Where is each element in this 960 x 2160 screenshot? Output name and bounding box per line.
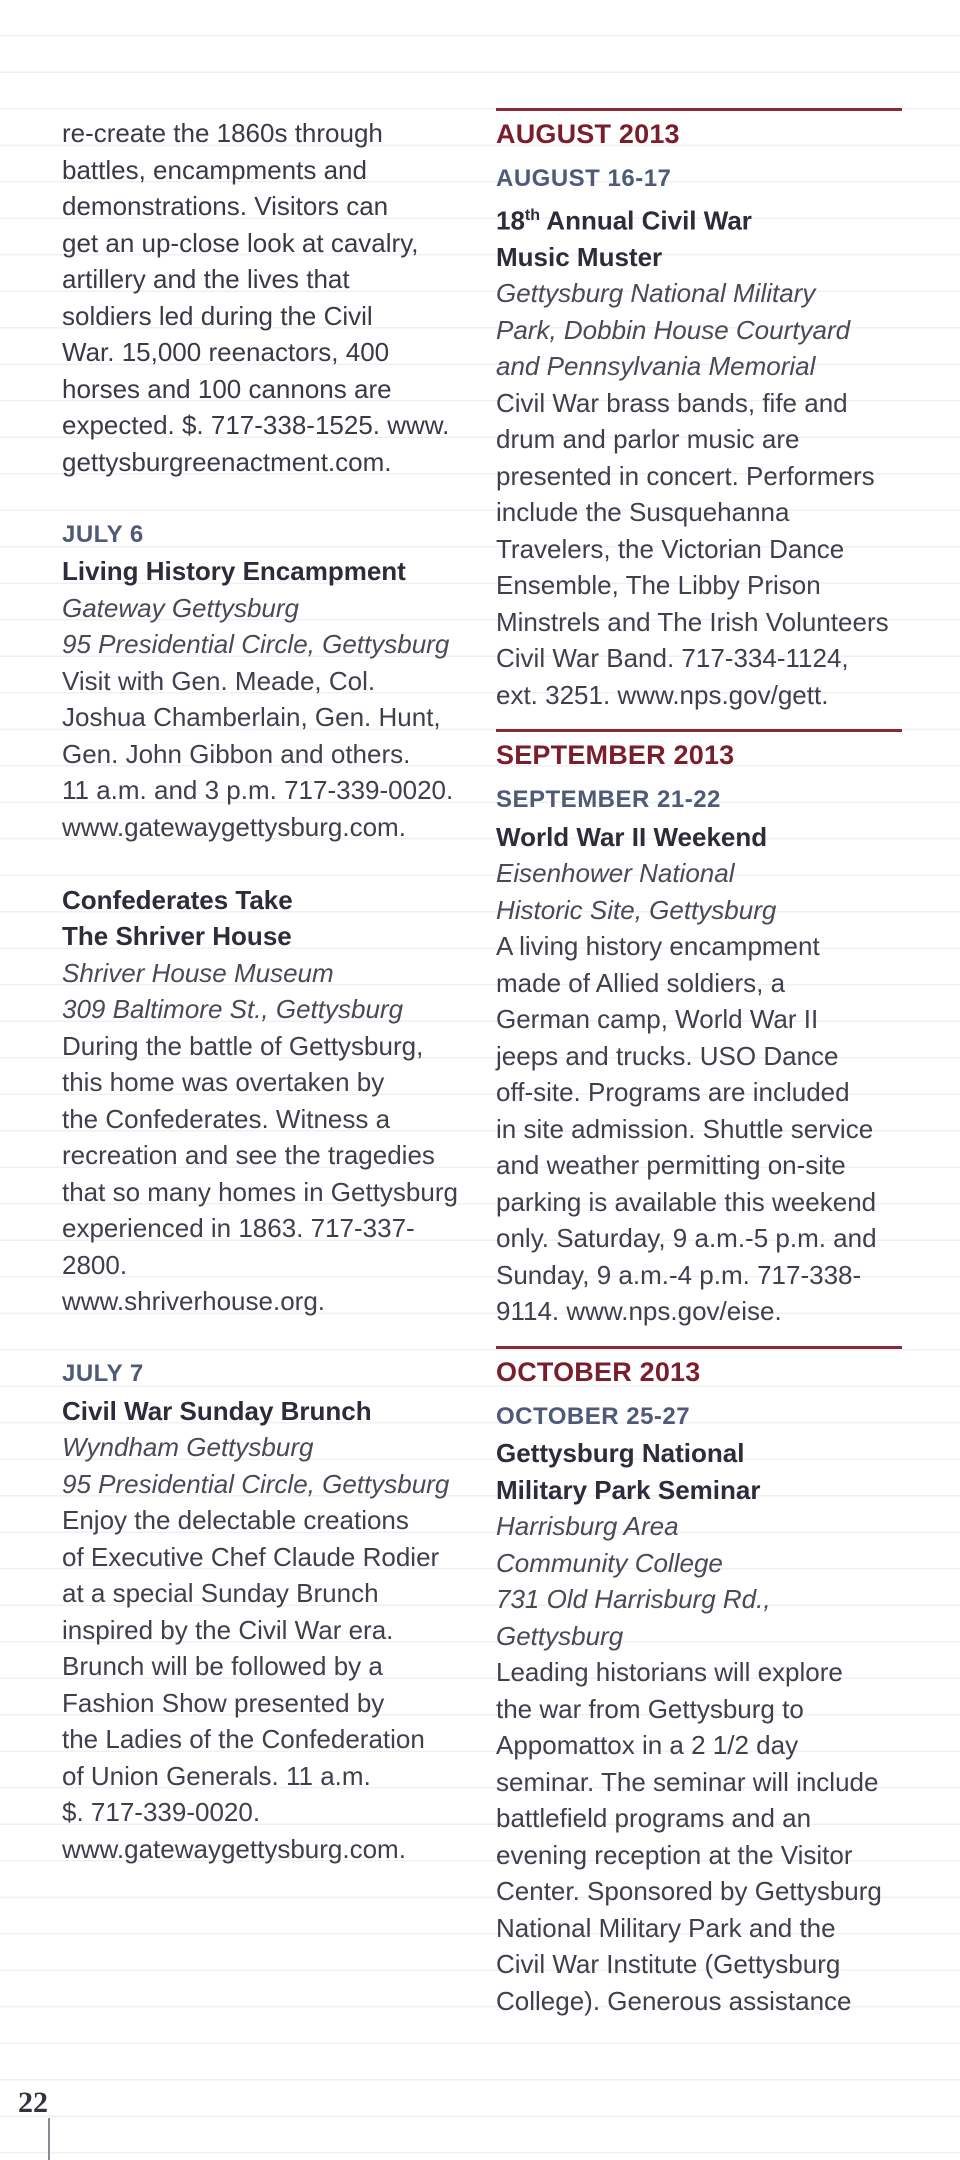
event-body-line: of Union Generals. 11 a.m.: [62, 1760, 371, 1791]
event-body-line: off-site. Programs are included: [496, 1077, 850, 1108]
event-body-line: Center. Sponsored by Gettysburg: [496, 1876, 882, 1907]
event-body-line: seminar. The seminar will include: [496, 1766, 879, 1797]
event-body-line: presented in concert. Performers: [496, 460, 875, 491]
intro-line: horses and 100 cannons are: [62, 373, 392, 404]
event-listing: [496, 782, 902, 1330]
event-venue-line: Gettysburg National Military: [496, 278, 816, 309]
event-body-line: www.gatewaygettysburg.com.: [62, 811, 406, 842]
event-listing: [62, 882, 472, 1320]
event-body-line: Civil War brass bands, fife and: [496, 387, 848, 418]
event-title-line: [496, 198, 902, 239]
event-body-line: experienced in 1863. 717-337-2800.: [62, 1213, 415, 1280]
event-body-line: at a special Sunday Brunch: [62, 1578, 379, 1608]
event-title-line: Living History Encampment: [62, 556, 406, 586]
event-body-line: A living history encampment: [496, 931, 820, 962]
event-venue-line: Park, Dobbin House Courtyard: [496, 314, 851, 345]
intro-line: expected. $. 717-338-1525. www.: [62, 410, 450, 440]
event-venue-line: 731 Old Harrisburg Rd.,: [496, 1584, 771, 1615]
event-listing: [496, 161, 902, 713]
event-body-line: 11 a.m. and 3 p.m. 717-339-0020.: [62, 775, 454, 805]
event-body-line: Civil War Band. 717-334-1124,: [496, 643, 849, 674]
event-title-line: The Shriver House: [62, 921, 292, 951]
event-body-line: Travelers, the Victorian Dance: [496, 533, 845, 564]
month-heading: AUGUST 2013: [496, 119, 680, 149]
event-body-line: made of Allied soldiers, a: [496, 967, 786, 998]
month-section: [496, 108, 902, 713]
event-body-line: the war from Gettysburg to: [496, 1693, 804, 1724]
event-body-line: www.gatewaygettysburg.com.: [62, 1833, 406, 1864]
event-body-line: $. 717-339-0020.: [62, 1797, 261, 1827]
event-date: SEPTEMBER 21-22: [496, 786, 721, 814]
event-body-line: the Confederates. Witness a: [62, 1103, 391, 1134]
intro-line: demonstrations. Visitors can: [62, 191, 389, 221]
event-body-line: Minstrels and The Irish Volunteers: [496, 606, 889, 637]
month-section: [496, 1346, 902, 2020]
title-number: 18: [496, 205, 525, 236]
event-body-line: Brunch will be followed by a: [62, 1651, 383, 1681]
month-list: [496, 108, 902, 2019]
month-heading: OCTOBER 2013: [496, 1356, 701, 1387]
intro-line: battles, encampments and: [62, 154, 367, 185]
intro-line: soldiers led during the Civil: [62, 300, 373, 331]
event-body-line: Sunday, 9 a.m.-4 p.m. 717-338-: [496, 1259, 862, 1290]
event-address-line: 309 Baltimore St., Gettysburg: [62, 994, 404, 1024]
event-title-line: Confederates Take: [62, 884, 293, 915]
event-body-line: Ensemble, The Libby Prison: [496, 570, 821, 601]
event-body-line: jeeps and trucks. USO Dance: [496, 1040, 839, 1071]
page-number: 22: [18, 2086, 48, 2119]
event-body-line: German camp, World War II: [496, 1004, 819, 1035]
intro-text: [62, 115, 472, 480]
event-body-line: this home was overtaken by: [62, 1067, 385, 1097]
event-body-line: Appomattox in a 2 1/2 day: [496, 1730, 799, 1761]
right-column: [496, 108, 902, 2035]
event-body-line: parking is available this weekend: [496, 1186, 877, 1217]
event-body-line: Visit with Gen. Meade, Col.: [62, 665, 376, 696]
event-venue-line: and Pennsylvania Memorial: [496, 351, 816, 382]
event-title-line: Music Muster: [496, 241, 663, 272]
event-body-line: include the Susquehanna: [496, 497, 790, 528]
event-date: JULY 7: [62, 1360, 144, 1387]
left-event-list: [62, 517, 472, 1868]
event-body-line: and weather permitting on-site: [496, 1150, 846, 1181]
event-venue-line: Eisenhower National: [496, 858, 735, 889]
intro-line: re-create the 1860s through: [62, 118, 383, 148]
event-venue-line: Gateway Gettysburg: [62, 592, 299, 623]
event-body-line: Gen. John Gibbon and others.: [62, 738, 411, 769]
event-venue-line: Historic Site, Gettysburg: [496, 894, 777, 925]
event-body-line: During the battle of Gettysburg,: [62, 1030, 424, 1061]
event-body-line: College). Generous assistance: [496, 1985, 852, 2016]
event-title-line: Military Park Seminar: [496, 1474, 761, 1505]
event-body-line: National Military Park and the: [496, 1912, 836, 1943]
event-venue-line: Shriver House Museum: [62, 957, 334, 988]
month-heading: SEPTEMBER 2013: [496, 740, 735, 771]
intro-line: War. 15,000 reenactors, 400: [62, 337, 390, 367]
event-listing: [62, 517, 472, 846]
event-body-line: of Executive Chef Claude Rodier: [62, 1541, 440, 1572]
event-date: OCTOBER 25-27: [496, 1402, 691, 1430]
event-venue-line: Community College: [496, 1547, 723, 1578]
intro-line: artillery and the lives that: [62, 264, 350, 294]
intro-line: get an up-close look at cavalry,: [62, 227, 419, 258]
event-body-line: drum and parlor music are: [496, 424, 800, 455]
event-date: JULY 6: [62, 520, 144, 548]
event-venue-line: Harrisburg Area: [496, 1511, 679, 1542]
intro-continuation: [62, 115, 472, 480]
month-section: [496, 729, 902, 1330]
event-body-line: that so many homes in Gettysburg: [62, 1176, 458, 1207]
event-body-line: Fashion Show presented by: [62, 1687, 385, 1718]
event-address-line: 95 Presidential Circle, Gettysburg: [62, 1468, 450, 1499]
event-body-line: 9114. www.nps.gov/eise.: [496, 1296, 782, 1327]
event-body-line: inspired by the Civil War era.: [62, 1614, 394, 1645]
page-number-rule: [48, 2118, 50, 2160]
event-body-line: battlefield programs and an: [496, 1803, 812, 1834]
event-body-line: ext. 3251. www.nps.gov/gett.: [496, 679, 829, 710]
event-listing: [62, 1356, 472, 1867]
event-body-line: Leading historians will explore: [496, 1657, 843, 1688]
event-body-line: evening reception at the Visitor: [496, 1839, 853, 1870]
left-column: [62, 115, 472, 1904]
event-body-line: Civil War Institute (Gettysburg: [496, 1949, 841, 1980]
event-address-line: 95 Presidential Circle, Gettysburg: [62, 629, 450, 659]
event-date: AUGUST 16-17: [496, 165, 672, 192]
event-venue-line: Wyndham Gettysburg: [62, 1432, 314, 1462]
intro-line: gettysburgreenactment.com.: [62, 446, 392, 477]
event-body-line: the Ladies of the Confederation: [62, 1724, 425, 1754]
event-body-line: Enjoy the delectable creations: [62, 1505, 409, 1535]
event-title-line: World War II Weekend: [496, 821, 768, 852]
event-body-line: only. Saturday, 9 a.m.-5 p.m. and: [496, 1223, 877, 1254]
event-body-line: www.shriverhouse.org.: [62, 1286, 325, 1316]
event-body-line: Joshua Chamberlain, Gen. Hunt,: [62, 702, 441, 732]
event-title-line: Civil War Sunday Brunch: [62, 1395, 372, 1426]
event-listing: [496, 1399, 902, 2020]
event-body-line: recreation and see the tragedies: [62, 1140, 435, 1170]
title-rest: Annual Civil War: [540, 205, 752, 236]
event-body-line: in site admission. Shuttle service: [496, 1113, 874, 1144]
event-venue-line: Gettysburg: [496, 1620, 624, 1651]
event-title-line: Gettysburg National: [496, 1438, 745, 1469]
title-ordinal-suffix: th: [524, 206, 541, 224]
